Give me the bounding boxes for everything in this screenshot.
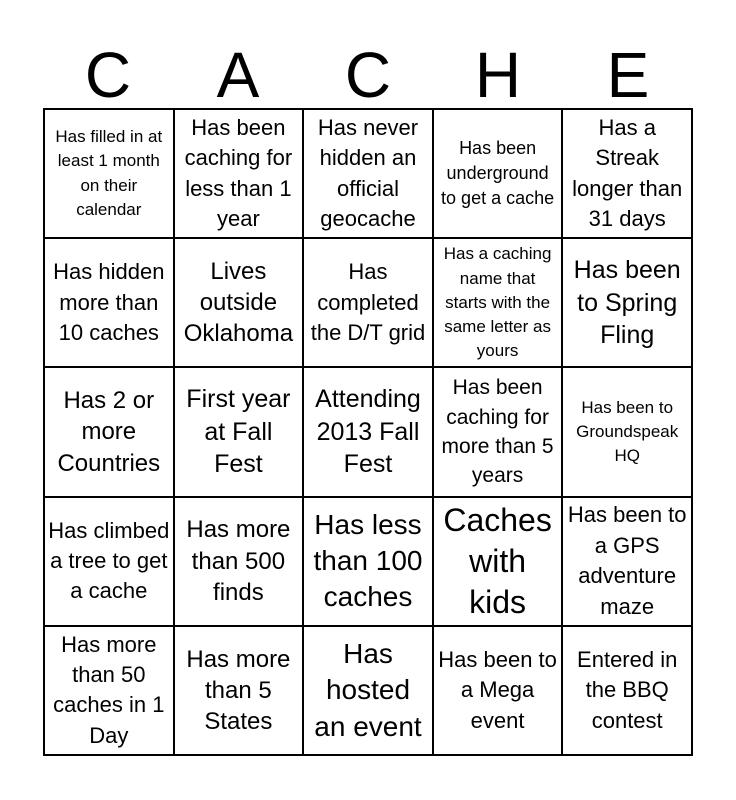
bingo-cell[interactable] xyxy=(174,238,304,367)
bingo-cell[interactable] xyxy=(303,109,433,238)
bingo-cell-text: Lives outside Oklahoma xyxy=(183,258,294,348)
bingo-cell[interactable] xyxy=(433,109,563,238)
bingo-cell-text: Has been to a GPS adventure maze xyxy=(567,502,687,619)
bingo-cell[interactable] xyxy=(44,367,174,496)
bingo-cell-text: Has been to Spring Fling xyxy=(573,256,681,350)
bingo-cell-text: Attending 2013 Fall Fest xyxy=(315,385,421,479)
bingo-cell-text: Has less than 100 caches xyxy=(313,508,423,613)
bingo-header xyxy=(43,40,693,110)
bingo-cell-text: Has filled in at least 1 month on their calendar xyxy=(55,127,163,219)
header-letter-c: C xyxy=(84,39,132,111)
bingo-cell-text: Has more than 5 States xyxy=(186,645,291,735)
bingo-cell-text: Has been underground to get a cache xyxy=(441,138,555,208)
bingo-cell[interactable] xyxy=(303,238,433,367)
bingo-cell-text: Has a Streak longer than 31 days xyxy=(572,114,683,231)
header-letter-e: E xyxy=(606,39,650,111)
bingo-cell[interactable] xyxy=(562,497,692,626)
bingo-cell[interactable] xyxy=(44,109,174,238)
bingo-cell[interactable] xyxy=(174,109,304,238)
bingo-cell-text: Has more than 500 finds xyxy=(186,516,291,606)
bingo-cell-text: Has a caching name that starts with the same letter as yours xyxy=(443,244,552,360)
bingo-cell[interactable] xyxy=(303,626,433,755)
bingo-cell-text: Entered in the BBQ contest xyxy=(577,646,678,733)
bingo-grid xyxy=(43,108,693,756)
bingo-cell[interactable] xyxy=(433,367,563,496)
bingo-cell[interactable] xyxy=(174,367,304,496)
bingo-cell-text: Has hidden more than 10 caches xyxy=(53,259,165,345)
bingo-cell-text: Has been caching for less than 1 year xyxy=(184,114,293,231)
bingo-cell-text: Has more than 50 caches in 1 Day xyxy=(53,631,165,748)
bingo-cell[interactable] xyxy=(44,238,174,367)
bingo-cell[interactable] xyxy=(562,238,692,367)
bingo-cell[interactable] xyxy=(303,497,433,626)
bingo-cell[interactable] xyxy=(433,626,563,755)
bingo-cell-text: Has been to Groundspeak HQ xyxy=(576,397,679,466)
bingo-cell[interactable] xyxy=(44,626,174,755)
bingo-cell[interactable] xyxy=(562,367,692,496)
header-letter-c2: C xyxy=(344,39,392,111)
bingo-cell-text: Has completed the D/T grid xyxy=(310,259,426,345)
bingo-cell[interactable] xyxy=(174,497,304,626)
bingo-cell[interactable] xyxy=(433,497,563,626)
header-letter-h: H xyxy=(474,39,522,111)
header-letter-a: A xyxy=(216,39,260,111)
bingo-cell-text: Has hosted an event xyxy=(314,637,422,742)
bingo-cell[interactable] xyxy=(303,367,433,496)
bingo-cell-text: Caches with kids xyxy=(443,501,552,620)
bingo-cell[interactable] xyxy=(562,626,692,755)
bingo-cell-text: First year at Fall Fest xyxy=(186,385,291,479)
bingo-cell-text: Has climbed a tree to get a cache xyxy=(48,517,170,604)
bingo-cell[interactable] xyxy=(433,238,563,367)
bingo-cell[interactable] xyxy=(562,109,692,238)
bingo-cell-text: Has been caching for more than 5 years xyxy=(441,376,554,488)
bingo-cell-text: Has 2 or more Countries xyxy=(57,387,161,477)
bingo-cell[interactable] xyxy=(174,626,304,755)
bingo-cell-text: Has been to a Mega event xyxy=(438,646,557,733)
bingo-cell-text: Has never hidden an official geocache xyxy=(317,114,419,231)
bingo-cell[interactable] xyxy=(44,497,174,626)
